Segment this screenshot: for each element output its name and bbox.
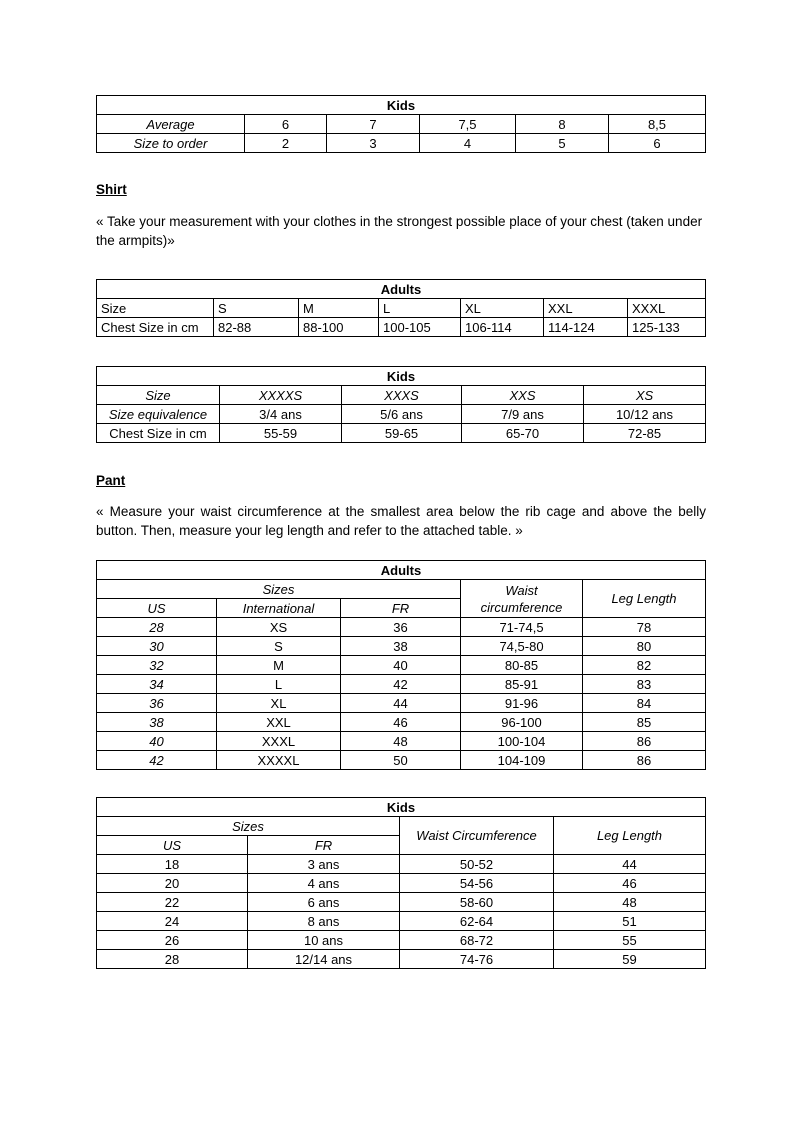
table-title: Adults xyxy=(97,561,706,580)
row-label: Average xyxy=(97,115,245,134)
table-row xyxy=(97,134,706,153)
table-cell: S xyxy=(217,637,341,656)
table-cell: 59-65 xyxy=(342,424,462,443)
table-cell: 3 xyxy=(327,134,420,153)
table-cell: 50 xyxy=(341,751,461,770)
table-cell: 59 xyxy=(554,950,706,969)
table-cell: 24 xyxy=(97,912,248,931)
waist-header: Waist circumference xyxy=(461,580,583,618)
table-cell: 7 xyxy=(327,115,420,134)
table-row xyxy=(97,318,706,337)
table-cell: XXXS xyxy=(342,386,462,405)
table-row xyxy=(97,855,706,874)
table-cell: 4 xyxy=(420,134,516,153)
table-cell: 8 ans xyxy=(248,912,400,931)
table-cell: 88-100 xyxy=(299,318,379,337)
leg-length-header: Leg Length xyxy=(583,580,706,618)
table-cell: 84 xyxy=(583,694,706,713)
table-row xyxy=(97,893,706,912)
table-row xyxy=(97,694,706,713)
table-cell: 3 ans xyxy=(248,855,400,874)
table-cell: 74-76 xyxy=(400,950,554,969)
table-row xyxy=(97,386,706,405)
international-header: International xyxy=(217,599,341,618)
table-title-row xyxy=(97,798,706,817)
table-title: Kids xyxy=(97,798,706,817)
table-cell: 26 xyxy=(97,931,248,950)
table-row xyxy=(97,874,706,893)
row-label: Chest Size in cm xyxy=(97,318,214,337)
table-cell: 28 xyxy=(97,618,217,637)
table-cell: 85-91 xyxy=(461,675,583,694)
table-cell: 42 xyxy=(97,751,217,770)
leg-length-header: Leg Length xyxy=(554,817,706,855)
table-cell: 30 xyxy=(97,637,217,656)
table-cell: 5 xyxy=(516,134,609,153)
table-cell: 10/12 ans xyxy=(584,405,706,424)
table-row xyxy=(97,115,706,134)
table-cell: 44 xyxy=(341,694,461,713)
table-cell: XL xyxy=(217,694,341,713)
table-row xyxy=(97,405,706,424)
table-cell: 80-85 xyxy=(461,656,583,675)
table-cell: 106-114 xyxy=(461,318,544,337)
table-cell: 100-105 xyxy=(379,318,461,337)
table-row xyxy=(97,732,706,751)
row-label: Size equivalence xyxy=(97,405,220,424)
table-cell: 40 xyxy=(341,656,461,675)
table-row xyxy=(97,950,706,969)
row-label: Size xyxy=(97,386,220,405)
table-row xyxy=(97,618,706,637)
table-cell: 55-59 xyxy=(220,424,342,443)
table-cell: 36 xyxy=(97,694,217,713)
table-cell: 10 ans xyxy=(248,931,400,950)
table-cell: 114-124 xyxy=(544,318,628,337)
table-cell: L xyxy=(217,675,341,694)
row-label: Size xyxy=(97,299,214,318)
table-cell: 104-109 xyxy=(461,751,583,770)
table-cell: 78 xyxy=(583,618,706,637)
table-cell: 22 xyxy=(97,893,248,912)
pant-instruction: « Measure your waist circumference at the smallest area below the rib cage and above the belly button. Then, measure your leg length and refer to the attached table. » xyxy=(96,504,706,538)
table-cell: 72-85 xyxy=(584,424,706,443)
table-cell: 34 xyxy=(97,675,217,694)
table-cell: XL xyxy=(461,299,544,318)
table-cell: 5/6 ans xyxy=(342,405,462,424)
table-cell: XXL xyxy=(217,713,341,732)
table-cell: XXXXS xyxy=(220,386,342,405)
table-header-row xyxy=(97,580,706,599)
table-row xyxy=(97,912,706,931)
table-cell: 3/4 ans xyxy=(220,405,342,424)
table-cell: XXS xyxy=(462,386,584,405)
table-cell: 28 xyxy=(97,950,248,969)
table-cell: 62-64 xyxy=(400,912,554,931)
row-label: Chest Size in cm xyxy=(97,424,220,443)
table-cell: S xyxy=(214,299,299,318)
table-title-row xyxy=(97,280,706,299)
table-cell: L xyxy=(379,299,461,318)
table-title-row xyxy=(97,367,706,386)
table-cell: 7,5 xyxy=(420,115,516,134)
table-row xyxy=(97,656,706,675)
table-cell: XXXXL xyxy=(217,751,341,770)
shirt-adults-table xyxy=(96,279,706,337)
table-cell: 55 xyxy=(554,931,706,950)
table-cell: 71-74,5 xyxy=(461,618,583,637)
table-cell: 2 xyxy=(245,134,327,153)
table-cell: 50-52 xyxy=(400,855,554,874)
table-cell: 40 xyxy=(97,732,217,751)
table-cell: 51 xyxy=(554,912,706,931)
table-row xyxy=(97,751,706,770)
table-cell: 42 xyxy=(341,675,461,694)
table-cell: 83 xyxy=(583,675,706,694)
table-cell: 125-133 xyxy=(628,318,706,337)
table-row xyxy=(97,931,706,950)
table-header-row xyxy=(97,817,706,836)
table-cell: M xyxy=(299,299,379,318)
table-cell: 18 xyxy=(97,855,248,874)
table-cell: 6 xyxy=(609,134,706,153)
table-cell: 6 ans xyxy=(248,893,400,912)
table-row xyxy=(97,424,706,443)
table-cell: 38 xyxy=(341,637,461,656)
table-cell: XS xyxy=(217,618,341,637)
us-header: US xyxy=(97,599,217,618)
table-cell: 4 ans xyxy=(248,874,400,893)
pant-heading: Pant xyxy=(96,473,126,488)
table-title-row xyxy=(97,96,706,115)
us-header: US xyxy=(97,836,248,855)
table-cell: M xyxy=(217,656,341,675)
table-cell: 44 xyxy=(554,855,706,874)
table-row xyxy=(97,713,706,732)
sizes-header: Sizes xyxy=(97,817,400,836)
table-title: Kids xyxy=(97,367,706,386)
table-cell: 7/9 ans xyxy=(462,405,584,424)
table-title: Adults xyxy=(97,280,706,299)
table-cell: 38 xyxy=(97,713,217,732)
table-cell: 46 xyxy=(341,713,461,732)
fr-header: FR xyxy=(248,836,400,855)
table-cell: XXL xyxy=(544,299,628,318)
fr-header: FR xyxy=(341,599,461,618)
table-cell: 54-56 xyxy=(400,874,554,893)
table-cell: 20 xyxy=(97,874,248,893)
table-cell: 80 xyxy=(583,637,706,656)
shirt-kids-table xyxy=(96,366,706,443)
table-cell: 96-100 xyxy=(461,713,583,732)
shirt-heading: Shirt xyxy=(96,182,127,197)
table-cell: 46 xyxy=(554,874,706,893)
table-cell: 6 xyxy=(245,115,327,134)
shirt-instruction: « Take your measurement with your clothes in the strongest possible place of your chest (taken under the armpits)» xyxy=(96,214,703,248)
table-cell: 65-70 xyxy=(462,424,584,443)
table-cell: 32 xyxy=(97,656,217,675)
table-cell: 82 xyxy=(583,656,706,675)
table-cell: 36 xyxy=(341,618,461,637)
table-cell: 8,5 xyxy=(609,115,706,134)
table-row xyxy=(97,637,706,656)
table-cell: 68-72 xyxy=(400,931,554,950)
kids-size-table xyxy=(96,95,706,153)
table-title: Kids xyxy=(97,96,706,115)
pant-adults-table xyxy=(96,560,706,770)
table-row xyxy=(97,299,706,318)
table-cell: 48 xyxy=(341,732,461,751)
table-cell: 82-88 xyxy=(214,318,299,337)
table-cell: 12/14 ans xyxy=(248,950,400,969)
table-cell: 100-104 xyxy=(461,732,583,751)
table-row xyxy=(97,675,706,694)
waist-header: Waist Circumference xyxy=(400,817,554,855)
sizes-header: Sizes xyxy=(97,580,461,599)
pant-kids-table xyxy=(96,797,706,969)
table-cell: 48 xyxy=(554,893,706,912)
table-cell: 86 xyxy=(583,732,706,751)
table-cell: XXXL xyxy=(628,299,706,318)
table-cell: 86 xyxy=(583,751,706,770)
table-cell: 85 xyxy=(583,713,706,732)
table-cell: XS xyxy=(584,386,706,405)
table-cell: 91-96 xyxy=(461,694,583,713)
table-cell: 58-60 xyxy=(400,893,554,912)
table-title-row xyxy=(97,561,706,580)
table-cell: XXXL xyxy=(217,732,341,751)
table-cell: 8 xyxy=(516,115,609,134)
table-cell: 74,5-80 xyxy=(461,637,583,656)
row-label: Size to order xyxy=(97,134,245,153)
